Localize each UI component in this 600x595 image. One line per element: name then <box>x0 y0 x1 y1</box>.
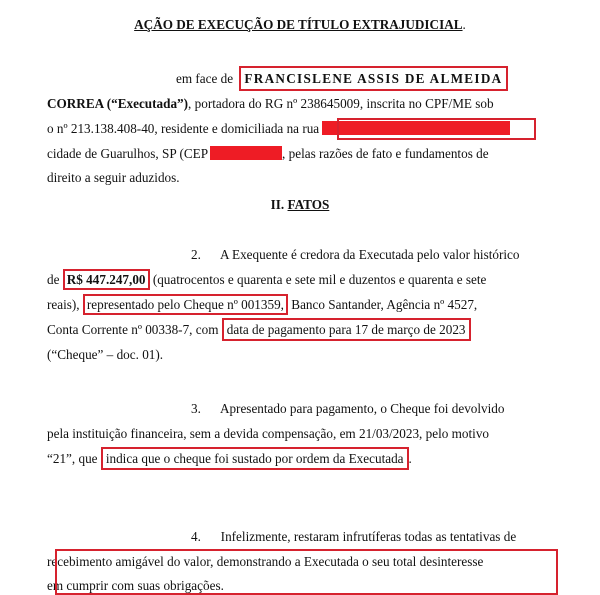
address-highlight-box <box>337 118 536 140</box>
cheque-highlight: representado pelo Cheque nº 001359, <box>83 294 288 315</box>
intro-line-5-text: direito a seguir aduzidos. <box>47 170 180 185</box>
intro-line-5 <box>47 170 540 186</box>
intro-prefix: em face de <box>176 71 234 86</box>
document-title-line <box>0 17 600 33</box>
p4-line-3-text: em cumprir com suas obrigações. <box>47 578 224 593</box>
p2-line-2-rest: (quatrocentos e quarenta e sete mil e duzentos e quarenta e sete <box>152 272 487 287</box>
p4-line-2-text: recebimento amigável do valor, demonstrando a Executada o seu total desinteresse <box>47 554 484 569</box>
due-date-highlight: data de pagamento para 17 de março de 2023 <box>222 318 471 341</box>
intro-line-3-text: o nº 213.138.408-40, residente e domiciliada na rua <box>47 121 320 136</box>
p4-line-1-text: 4. Infelizmente, restaram infrutíferas todas as tentativas de <box>191 529 517 544</box>
p2-line-3-prefix: reais), <box>47 297 80 312</box>
p4-line-1 <box>191 529 540 545</box>
p2-line-1 <box>191 247 540 263</box>
p3-line-2 <box>47 426 540 442</box>
intro-line-2 <box>47 96 540 112</box>
intro-line-1 <box>176 71 540 87</box>
p2-line-3 <box>47 297 540 313</box>
p2-line-3-rest: Banco Santander, Agência nº 4527, <box>291 297 478 312</box>
cep-redaction <box>210 146 282 160</box>
intro-line-4-b: , pelas razões de fato e fundamentos de <box>282 146 489 161</box>
executed-party-name-rest: CORREA (“Executada”) <box>47 96 189 111</box>
p2-line-5-text: (“Cheque” – doc. 01). <box>47 347 164 362</box>
intro-line-4 <box>47 146 540 162</box>
p3-line-1-text: 3. Apresentado para pagamento, o Cheque foi devolvido <box>191 401 505 416</box>
section-heading <box>0 197 600 213</box>
p2-line-2 <box>47 272 540 288</box>
section-title: FATOS <box>287 197 330 212</box>
disinterest-highlight-box <box>55 549 558 595</box>
p2-line-4 <box>47 322 540 338</box>
document-title: AÇÃO DE EXECUÇÃO DE TÍTULO EXTRAJUDICIAL <box>134 17 463 32</box>
p3-line-3 <box>47 451 540 467</box>
p3-line-1 <box>191 401 540 417</box>
p2-line-5 <box>47 347 540 363</box>
p2-line-4-prefix: Conta Corrente nº 00338-7, com <box>47 322 219 337</box>
intro-line-2-rest: , portadora do RG nº 238645009, inscrita no CPF/ME sob <box>188 96 494 111</box>
p3-line-3-prefix: “21”, que <box>47 451 98 466</box>
section-number: II. <box>270 197 285 212</box>
p3-line-3-suffix: . <box>408 451 412 466</box>
executed-party-name-highlight: FRANCISLENE ASSIS DE ALMEIDA <box>239 66 507 91</box>
cheque-stopped-highlight: indica que o cheque foi sustado por ordem da Executada <box>101 447 409 470</box>
title-suffix: . <box>462 17 466 32</box>
p2-line-1-text: 2. A Exequente é credora da Executada pelo valor histórico <box>191 247 520 262</box>
p2-line-2-prefix: de <box>47 272 60 287</box>
intro-line-4-a: cidade de Guarulhos, SP (CEP <box>47 146 209 161</box>
p3-line-2-text: pela instituição financeira, sem a devida compensação, em 21/03/2023, pelo motivo <box>47 426 490 441</box>
amount-highlight: R$ 447.247,00 <box>63 269 150 290</box>
